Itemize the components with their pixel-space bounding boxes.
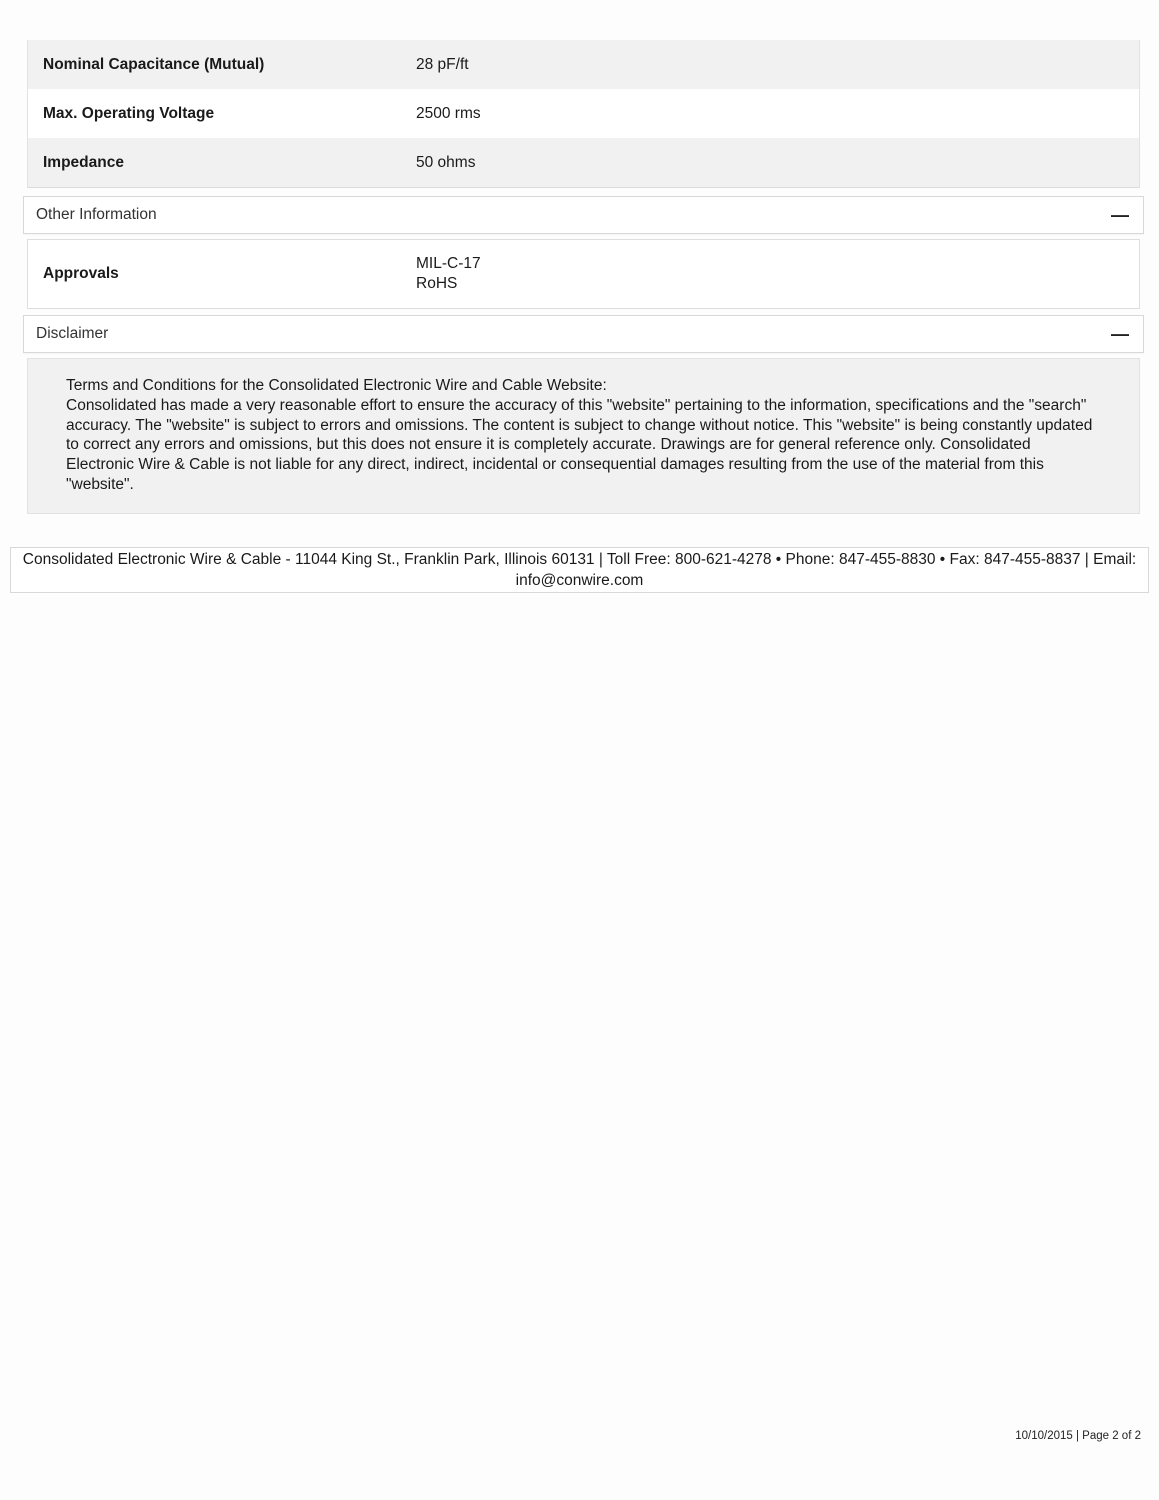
other-information-header[interactable]: [23, 196, 1144, 234]
spec-value: 50 ohms: [416, 153, 476, 171]
spec-row: [28, 89, 1139, 138]
approvals-row: [27, 239, 1140, 309]
spec-row: [28, 138, 1139, 187]
minus-icon[interactable]: —: [1111, 324, 1129, 344]
disclaimer-title-header: Disclaimer: [36, 325, 109, 342]
page-info: 10/10/2015 | Page 2 of 2: [1015, 1430, 1141, 1442]
spec-row: [28, 40, 1139, 89]
spec-label: Nominal Capacitance (Mutual): [43, 55, 265, 73]
approvals-label: Approvals: [43, 265, 119, 282]
spec-value: 2500 rms: [416, 104, 481, 122]
approval-item: RoHS: [416, 275, 458, 292]
minus-icon[interactable]: —: [1111, 205, 1129, 225]
other-information-title: Other Information: [36, 206, 157, 223]
spec-label: Max. Operating Voltage: [43, 104, 215, 122]
spec-value: 28 pF/ft: [416, 55, 469, 73]
approval-item: MIL-C-17: [416, 255, 481, 272]
disclaimer-header[interactable]: [23, 315, 1144, 353]
disclaimer-text: Consolidated has made a very reasonable effort to ensure the accuracy of this "website" pertaining to the information, specifications and the "search" accuracy. The "website" is subject to errors and omissions. The content is subject to change without notice. This "website" is being constantly updated to correct any errors and omissions, but this does not ensure it is completely accurate. Drawings are for general reference only. Consolidated Electronic Wire & Cable is not liable for any direct, indirect, incidental or consequential damages resulting from the use of the material from this "website".: [66, 396, 1093, 493]
specifications-table: [27, 40, 1140, 188]
disclaimer-content: [27, 358, 1140, 514]
company-contact-footer: Consolidated Electronic Wire & Cable - 11044 King St., Franklin Park, Illinois 60131 | Toll Free: 800-621-4278 • Phone: 847-455-8830 • Fax: 847-455-8837 | Email: info@conwire.com: [10, 547, 1149, 593]
disclaimer-heading: Terms and Conditions for the Consolidated Electronic Wire and Cable Website:: [66, 377, 607, 394]
approvals-values: [416, 254, 1139, 294]
spec-label: Impedance: [43, 153, 124, 171]
